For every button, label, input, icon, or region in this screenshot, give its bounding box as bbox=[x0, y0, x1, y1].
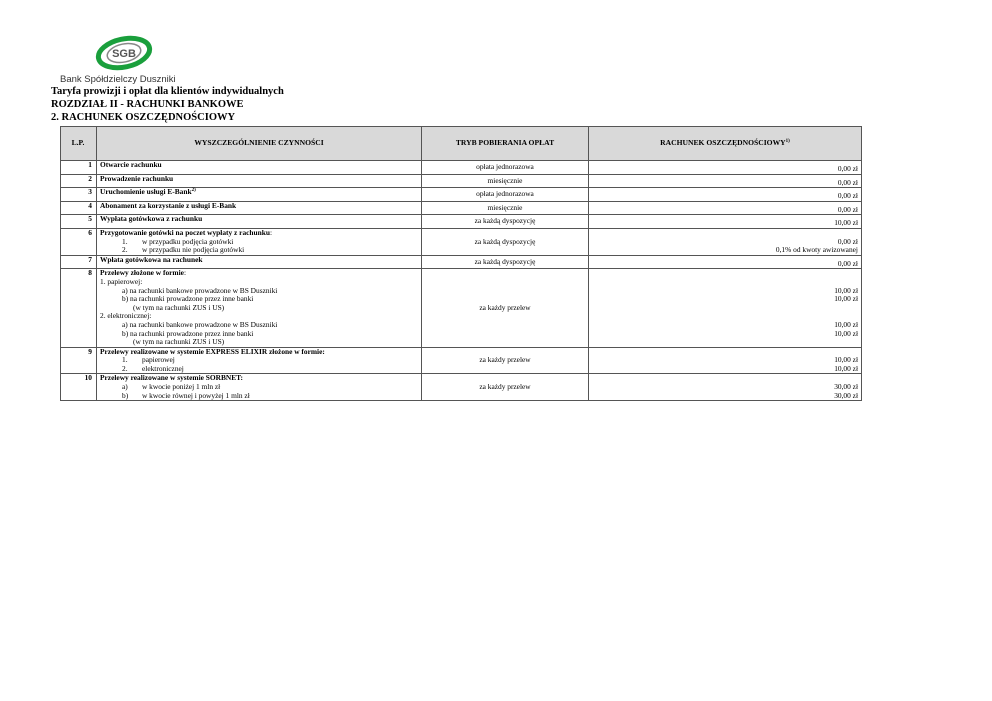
bank-name: Bank Spółdzielczy Duszniki bbox=[60, 74, 176, 85]
document-title: Taryfa prowizji i opłat dla klientów indywidualnych bbox=[51, 86, 284, 97]
header-lp: L.P. bbox=[61, 127, 97, 161]
header-savings-account: RACHUNEK OSZCZĘDNOŚCIOWY$^{1)}$ bbox=[589, 127, 862, 161]
chapter-title: ROZDZIAŁ II - RACHUNKI BANKOWE bbox=[51, 99, 244, 110]
table-row: 4 Abonament za korzystanie z usługi E-Bank miesięcznie 0,00 zł bbox=[61, 201, 862, 215]
header-charge-mode: TRYB POBIERANIA OPŁAT bbox=[422, 127, 589, 161]
table-row: 1 Otwarcie rachunku opłata jednorazowa 0,00 zł bbox=[61, 161, 862, 175]
table-row: 6 Przygotowanie gotówki na poczet wypłaty z rachunku: 1. w przypadku podjęcia gotówki 2. w przypadku nie podjęcia gotówki za każdą dyspozycję 0,00 zł 0,1% od kwoty awizowanej bbox=[61, 228, 862, 255]
sgb-logo bbox=[95, 34, 153, 72]
table-row: 2 Prowadzenie rachunku miesięcznie 0,00 zł bbox=[61, 174, 862, 188]
fee-table bbox=[60, 126, 862, 401]
svg-text:SGB: SGB bbox=[112, 48, 136, 60]
table-row: 7 Wpłata gotówkowa na rachunek za każdą dyspozycję 0,00 zł bbox=[61, 255, 862, 269]
table-row: 3 Uruchomienie usługi E-Bank$^{2)}$ opłata jednorazowa 0,00 zł bbox=[61, 188, 862, 202]
table-header-row bbox=[61, 127, 862, 161]
table-row: 9 Przelewy realizowane w systemie EXPRESS ELIXIR złożone w formie: 1. papierowej 2. elektronicznej za każdy przelew 10,00 zł 10,00 zł bbox=[61, 347, 862, 374]
header-description: WYSZCZEGÓLNIENIE CZYNNOŚCI bbox=[97, 127, 422, 161]
table-row: 8 Przelewy złożone w formie: 1. papierowej: a) na rachunki bankowe prowadzone w BS Duszniki b) na rachunki prowadzone przez inne banki (w tym na rachunki ZUS i US) 2. elektronicznej: a) na rachunki bankowe prowadzone w BS Duszniki b) na rachunki prowadzone przez inne banki (w tym na rachunki ZUS i US) za każdy przelew 10,00 zł 10,00 zł 10,00 zł 10,00 zł bbox=[61, 269, 862, 347]
table-row: 10 Przelewy realizowane w systemie SORBNET: a) w kwocie poniżej 1 mln zł b) w kwocie równej i powyżej 1 mln zł za każdy przelew 30,00 zł 30,00 zł bbox=[61, 374, 862, 401]
section-title: 2. RACHUNEK OSZCZĘDNOŚCIOWY bbox=[51, 112, 236, 123]
table-row: 5 Wypłata gotówkowa z rachunku za każdą dyspozycję 10,00 zł bbox=[61, 215, 862, 229]
